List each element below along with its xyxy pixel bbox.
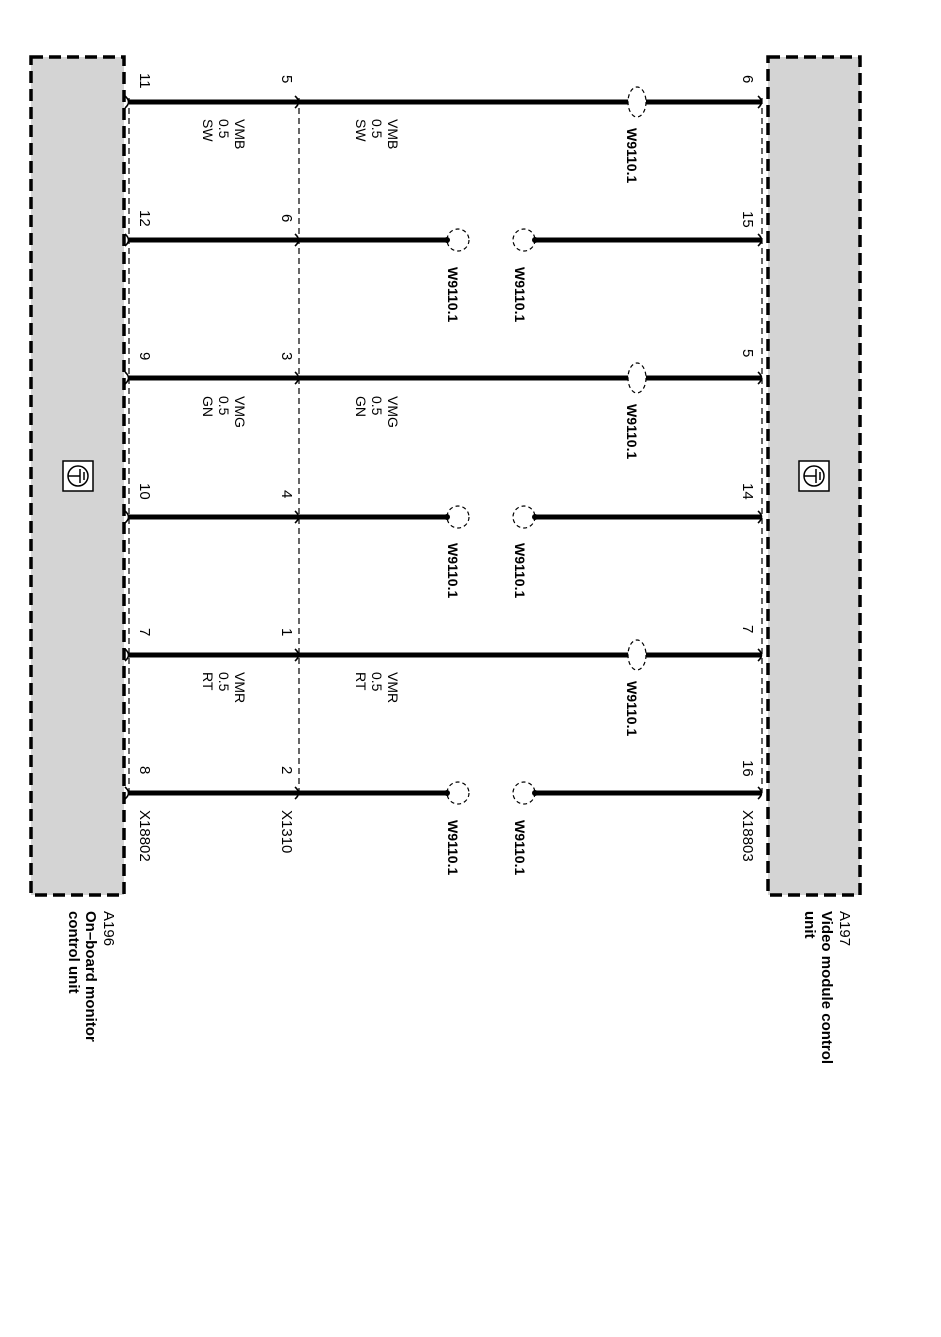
- shield-marker-icon: [628, 640, 646, 670]
- pin-label: 3: [278, 352, 295, 361]
- wire-signal-label: VMR: [232, 672, 248, 704]
- wire-color-label: GN: [200, 396, 216, 417]
- wire-color-label: RT: [353, 672, 369, 691]
- wire-size-label: 0.5: [216, 396, 232, 416]
- wire-color-label: SW: [200, 119, 216, 142]
- pin-label: 2: [278, 766, 295, 775]
- module-name: control unit: [65, 911, 82, 994]
- connector-label: X1310: [278, 810, 295, 854]
- shield-termination-icon: [513, 229, 535, 251]
- wire-signal-label: VMG: [232, 396, 248, 428]
- wire-size-label: 0.5: [369, 672, 385, 692]
- connector-label: X18803: [739, 810, 756, 862]
- wire-size-label: 0.5: [216, 119, 232, 139]
- wire-size-label: 0.5: [216, 672, 232, 692]
- shield-marker-icon: [628, 363, 646, 393]
- pin-label: 9: [136, 352, 153, 361]
- module-name: Video module control: [818, 911, 835, 1065]
- ground-symbol-icon: [63, 461, 93, 491]
- pin-label: 8: [136, 766, 153, 775]
- connector-label: X18802: [136, 810, 153, 862]
- shield-label: W9110.1: [512, 820, 528, 876]
- pin-label: 15: [739, 211, 756, 228]
- pin-label: 14: [739, 483, 756, 500]
- shield-label: W9110.1: [512, 543, 528, 599]
- pin-label: 4: [278, 490, 295, 499]
- pin-label: 12: [136, 210, 153, 227]
- pin-label: 5: [278, 75, 295, 84]
- shield-label: W9110.1: [512, 267, 528, 323]
- shield-marker-icon: [628, 87, 646, 117]
- shield-label: W9110.1: [445, 543, 461, 599]
- pin-label: 1: [278, 628, 295, 637]
- pin-label: 11: [136, 73, 153, 89]
- pin-label: 10: [136, 483, 153, 500]
- shield-label: W9110.1: [624, 128, 640, 184]
- wire-size-label: 0.5: [369, 119, 385, 139]
- wire-signal-label: VMR: [385, 672, 401, 704]
- module-name: unit: [801, 911, 818, 939]
- wire-color-label: GN: [353, 396, 369, 417]
- wire-signal-label: VMB: [385, 119, 401, 150]
- module-id: A196: [100, 911, 117, 947]
- pin-label: 5: [739, 349, 756, 358]
- shield-termination-icon: [513, 782, 535, 804]
- ground-symbol-icon: [799, 461, 829, 491]
- shield-label: W9110.1: [624, 681, 640, 737]
- wire-color-label: SW: [353, 119, 369, 142]
- shield-label: W9110.1: [624, 404, 640, 460]
- wire-signal-label: VMG: [385, 396, 401, 428]
- pin-label: 6: [278, 214, 295, 223]
- pin-label: 7: [739, 625, 756, 634]
- module-id: A197: [836, 911, 853, 947]
- wire-signal-label: VMB: [232, 119, 248, 150]
- pin-label: 7: [136, 628, 153, 637]
- wire-size-label: 0.5: [369, 396, 385, 416]
- shield-termination-icon: [447, 506, 469, 528]
- shield-label: W9110.1: [445, 820, 461, 876]
- wire-color-label: RT: [200, 672, 216, 691]
- module-name: On–board monitor: [82, 911, 99, 1042]
- pin-label: 16: [739, 760, 756, 777]
- shield-termination-icon: [513, 506, 535, 528]
- pin-label: 6: [739, 75, 756, 84]
- shield-termination-icon: [447, 782, 469, 804]
- shield-label: W9110.1: [445, 267, 461, 323]
- shield-termination-icon: [447, 229, 469, 251]
